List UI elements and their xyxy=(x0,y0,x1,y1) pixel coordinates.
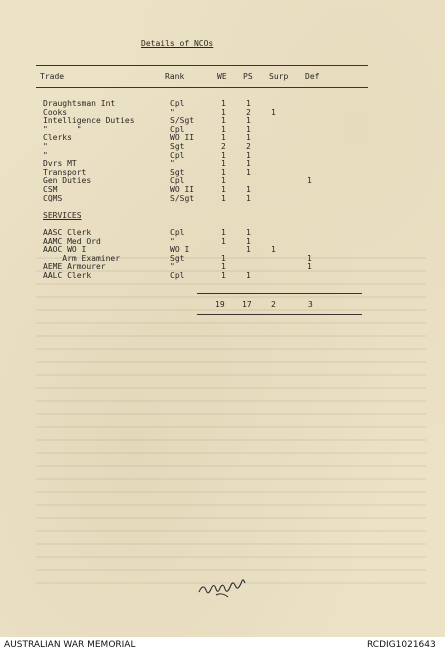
cell-trade: Gen Duties xyxy=(43,176,92,186)
cell-rank: S/Sgt xyxy=(170,116,195,126)
cell-rank: WO II xyxy=(170,185,195,194)
cell-rank: Cpl xyxy=(170,271,185,280)
cell-we: 1 xyxy=(221,236,226,246)
cell-rank: Cpl xyxy=(170,124,185,134)
cell-trade: " " xyxy=(43,124,82,134)
cell-we: 1 xyxy=(221,193,226,203)
cell-trade: Intelligence Duties xyxy=(43,116,135,126)
cell-surp: 1 xyxy=(271,107,276,117)
cell-rank: WO II xyxy=(170,133,195,143)
cell-def: 1 xyxy=(307,253,312,263)
cell-ps: 1 xyxy=(246,236,251,246)
bleed-through-text xyxy=(36,255,426,595)
total-we: 19 xyxy=(215,300,225,309)
cell-surp: 1 xyxy=(271,245,276,255)
cell-trade: CSM xyxy=(43,185,58,194)
cell-rank: Sgt xyxy=(170,142,185,151)
cell-trade: AALC Clerk xyxy=(43,271,92,280)
cell-ps: 1 xyxy=(246,159,251,169)
cell-we: 1 xyxy=(221,124,226,134)
cell-rank: " xyxy=(170,262,175,272)
cell-ps: 1 xyxy=(246,228,251,237)
cell-ps: 1 xyxy=(246,245,251,255)
cell-trade: " xyxy=(43,150,48,160)
footer-left-label: AUSTRALIAN WAR MEMORIAL xyxy=(4,640,136,650)
cell-we: 1 xyxy=(221,253,226,263)
col-header-def: Def xyxy=(305,72,320,81)
cell-def: 1 xyxy=(307,262,312,272)
footer-right-label: RCDIG1021643 xyxy=(367,640,436,650)
cell-we: 1 xyxy=(221,133,226,143)
cell-ps: 1 xyxy=(246,124,251,134)
cell-ps: 1 xyxy=(246,271,251,280)
cell-trade: Transport xyxy=(43,167,87,177)
cell-ps: 1 xyxy=(246,193,251,203)
cell-we: 1 xyxy=(221,116,226,126)
cell-ps: 2 xyxy=(246,142,251,151)
cell-ps: 1 xyxy=(246,150,251,160)
page-title: Details of NCOs xyxy=(141,39,214,48)
cell-trade: AEME Armourer xyxy=(43,262,106,272)
cell-ps: 1 xyxy=(246,99,251,108)
cell-rank: Sgt xyxy=(170,253,185,263)
cell-rank: WO I xyxy=(170,245,190,255)
cell-trade: Cooks xyxy=(43,107,68,117)
cell-we: 1 xyxy=(221,176,226,186)
totals-rule-bottom xyxy=(197,314,362,315)
cell-trade: AASC Clerk xyxy=(43,228,92,237)
cell-we: 1 xyxy=(221,159,226,169)
services-heading: SERVICES xyxy=(43,211,82,220)
header-rule-top xyxy=(36,65,368,66)
cell-ps: 1 xyxy=(246,185,251,194)
cell-rank: " xyxy=(170,159,175,169)
totals-rule-top xyxy=(197,293,362,294)
header-rule-bottom xyxy=(36,87,368,88)
cell-rank: Sgt xyxy=(170,167,185,177)
cell-rank: Cpl xyxy=(170,228,185,237)
col-header-we: WE xyxy=(217,72,227,81)
total-ps: 17 xyxy=(242,300,252,309)
cell-we: 1 xyxy=(221,99,226,108)
cell-rank: " xyxy=(170,107,175,117)
col-header-rank: Rank xyxy=(165,72,185,81)
total-surp: 2 xyxy=(271,300,276,309)
cell-ps: 2 xyxy=(246,107,251,117)
cell-we: 2 xyxy=(221,142,226,151)
cell-rank: Cpl xyxy=(170,176,185,186)
cell-ps: 1 xyxy=(246,167,251,177)
cell-we: 1 xyxy=(221,167,226,177)
col-header-trade: Trade xyxy=(40,72,65,81)
cell-trade: Clerks xyxy=(43,133,72,143)
col-header-ps: PS xyxy=(243,72,253,81)
cell-trade: Arm Examiner xyxy=(43,253,121,263)
cell-trade: AAMC Med Ord xyxy=(43,236,101,246)
cell-we: 1 xyxy=(221,228,226,237)
cell-trade: AAOC WO I xyxy=(43,245,87,255)
cell-trade: Dvrs MT xyxy=(43,159,77,169)
cell-def: 1 xyxy=(307,176,312,186)
handwritten-signature xyxy=(196,578,256,602)
cell-we: 1 xyxy=(221,107,226,117)
cell-ps: 1 xyxy=(246,116,251,126)
cell-rank: " xyxy=(170,236,175,246)
cell-ps: 1 xyxy=(246,133,251,143)
archive-footer xyxy=(0,637,445,654)
col-header-surp: Surp xyxy=(269,72,289,81)
cell-we: 1 xyxy=(221,262,226,272)
cell-we: 1 xyxy=(221,185,226,194)
cell-we: 1 xyxy=(221,150,226,160)
cell-trade: " xyxy=(43,142,48,151)
cell-rank: Cpl xyxy=(170,150,185,160)
cell-rank: Cpl xyxy=(170,99,185,108)
cell-we: 1 xyxy=(221,271,226,280)
total-def: 3 xyxy=(308,300,313,309)
cell-trade: CQMS xyxy=(43,193,63,203)
cell-trade: Draughtsman Int xyxy=(43,99,116,108)
cell-rank: S/Sgt xyxy=(170,193,195,203)
